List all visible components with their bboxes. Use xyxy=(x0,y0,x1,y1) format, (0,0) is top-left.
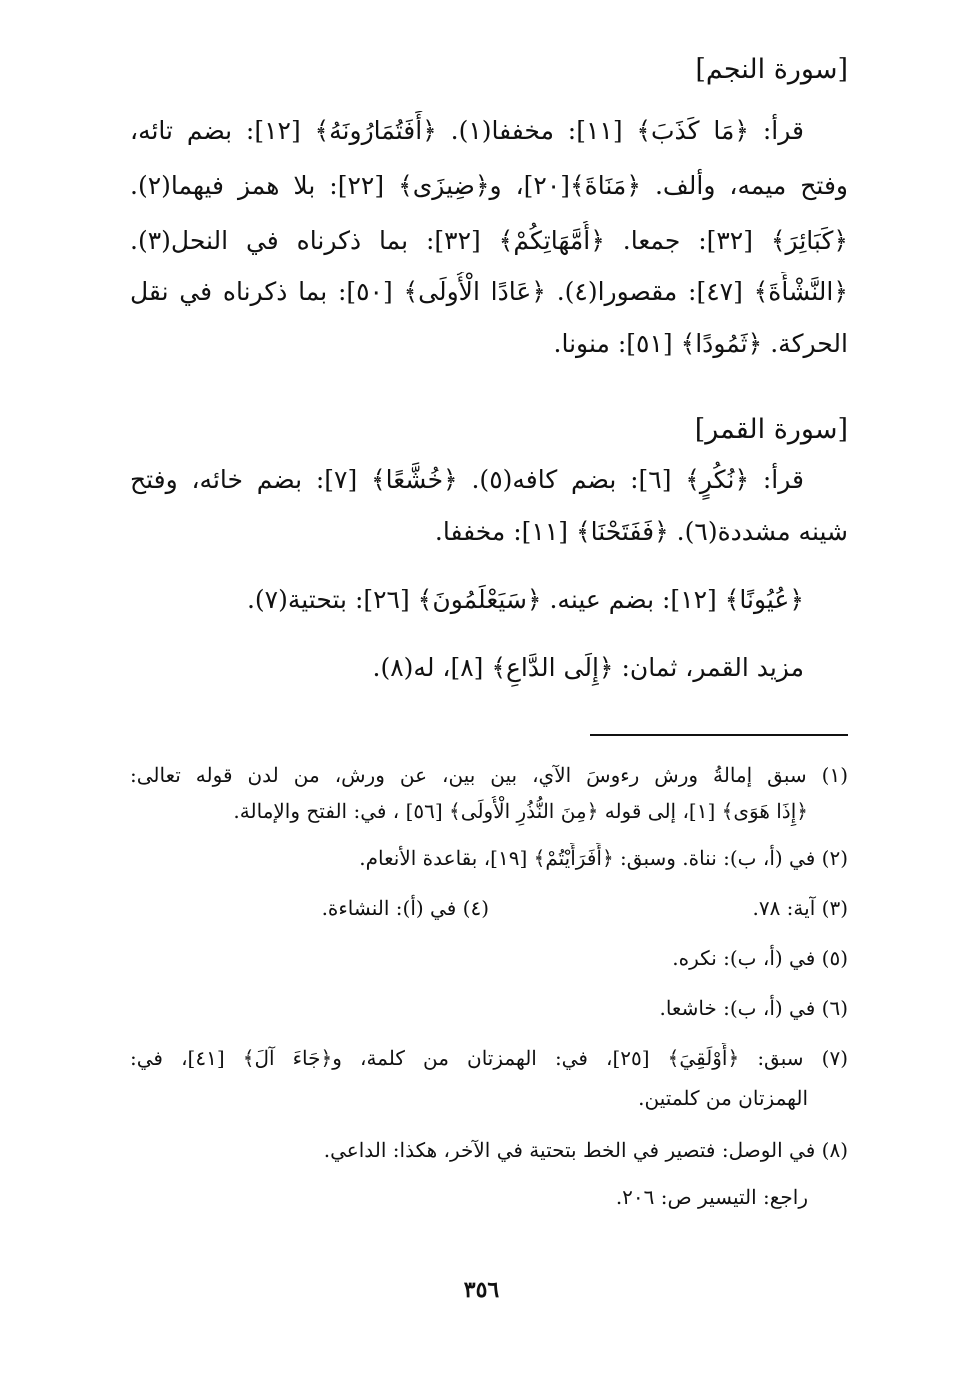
najm-line-4: ﴿النَّشْأَةَ﴾ [٤٧]: مقصورا(٤). ﴿عَادًا الْأُولَى﴾ [٥٠]: بما ذكرناه في نقل xyxy=(130,277,848,306)
qamar-line-3: ﴿عُيُونًا﴾ [١٢]: بضم عينه. ﴿سَيَعْلَمُونَ﴾ [٢٦]: بتحتية(٧). xyxy=(246,585,804,614)
qamar-line-4: مزيد القمر، ثمان: ﴿إِلَى الدَّاعِ﴾ [٨]، له(٨). xyxy=(372,653,804,682)
footnote-2: (٢) في (أ، ب): نناة. وسبق: ﴿أَفَرَأَيْتُمْ﴾ [١٩]، بقاعدة الأنعام. xyxy=(359,846,848,870)
footnote-8-line-1: (٨) في الوصل: فتصير في الخط بتحتية في الآخر، هكذا: الداعي. xyxy=(323,1138,848,1162)
footnote-5: (٥) في (أ، ب): نكره. xyxy=(672,946,848,970)
section-title-qamar: [سورة القمر] xyxy=(694,414,848,445)
najm-line-5: الحركة. ﴿ثَمُودًا﴾ [٥١]: منونا. xyxy=(553,329,848,358)
najm-line-1: قرأ: ﴿مَا كَذَبَ﴾ [١١]: مخففا(١). ﴿أَفَتُمَارُونَهُ﴾ [١٢]: بضم تائه، xyxy=(130,116,804,145)
qamar-line-2: شينه مشددة(٦). ﴿فَفَتَحْنَا﴾ [١١]: مخففا. xyxy=(434,517,848,546)
section-title-najm: [سورة النجم] xyxy=(695,54,848,85)
najm-line-2: وفتح ميمه، وألف. ﴿مَنَاةَ﴾[٢٠]، و﴿ضِيزَى﴾ [٢٢]: بلا همز فيهما(٢). xyxy=(130,171,848,200)
footnote-8-line-2: راجع: التيسير ص: ٢٠٦. xyxy=(615,1185,808,1209)
footnote-separator xyxy=(590,734,848,736)
footnote-7-line-1: (٧) سبق: ﴿أَوْلَقِيَ﴾ [٢٥]، في: الهمزتان من كلمة، و﴿جَاءَ آلَ﴾ [٤١]، في: xyxy=(130,1046,848,1070)
footnote-1-line-1: (١) سبق إمالةُ ورش رءوسَ الآي، بين بين، عن ورش، من لدن قوله تعالى: xyxy=(130,763,848,787)
footnote-row-3-4 xyxy=(130,893,848,923)
qamar-line-1: قرأ: ﴿نُكُرٍ﴾ [٦]: بضم كافه(٥). ﴿خُشَّعًا﴾ [٧]: بضم خائه، وفتح xyxy=(130,465,804,494)
footnote-6: (٦) في (أ، ب): خاشعا. xyxy=(659,996,848,1020)
page-number: ٣٥٦ xyxy=(463,1277,500,1303)
footnote-4: (٤) في (أ): النشاءة. xyxy=(321,896,489,920)
footnote-3: (٣) آية: ٧٨. xyxy=(752,896,848,920)
najm-line-3: ﴿كَبَائِرَ﴾ [٣٢]: جمعا. ﴿أُمَّهَاتِكُمْ﴾ [٣٢]: بما ذكرناه في النحل(٣). xyxy=(130,226,848,255)
footnote-1-line-2: ﴿إِذَا هَوَى﴾ [١]، إلى قوله ﴿مِنَ النُّذُرِ الْأُولَى﴾ [٥٦] ، في: الفتح والإمالة. xyxy=(233,799,808,823)
footnote-7-line-2: الهمزتان من كلمتين. xyxy=(638,1086,808,1110)
